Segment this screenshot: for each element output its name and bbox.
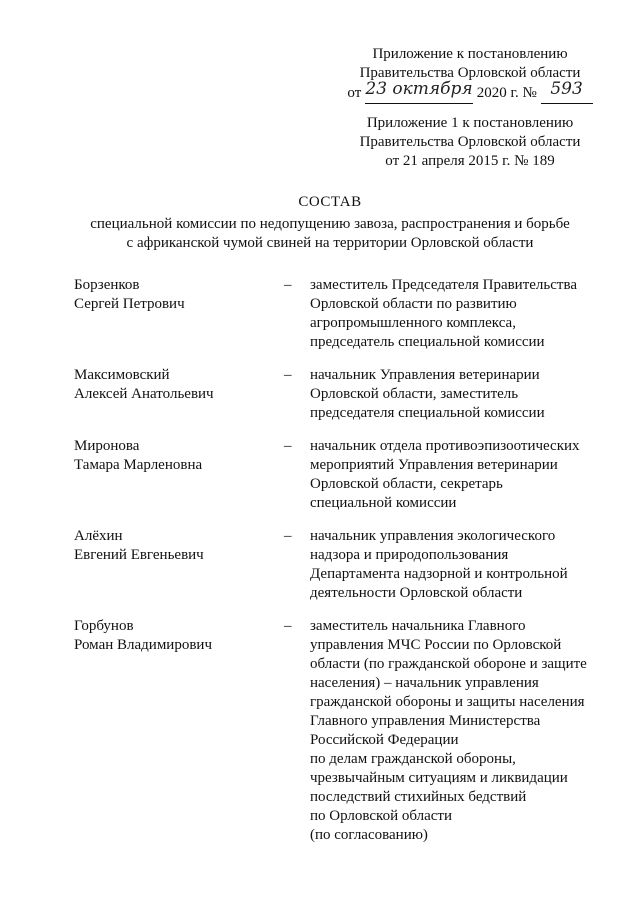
handwritten-date-field (365, 79, 473, 104)
handwritten-number: 593 (550, 79, 583, 99)
member-dash: – (284, 277, 292, 293)
appendix-current-line1: Приложение к постановлению (372, 46, 568, 62)
role-line: области (по гражданской обороне и защите (310, 656, 587, 672)
role-line: начальник управления экологического (310, 528, 556, 544)
handwritten-number-field (541, 79, 593, 104)
member-name (74, 617, 284, 655)
role-line: (по согласованию) (310, 827, 428, 843)
member-name (74, 527, 284, 565)
role-line: Департамента надзорной и контрольной (310, 566, 568, 582)
member-role (310, 366, 610, 423)
role-line: управления МЧС России по Орловской (310, 637, 562, 653)
member-row (74, 366, 614, 423)
role-line: чрезвычайным ситуациям и ликвидации (310, 770, 568, 786)
member-role (310, 437, 610, 513)
role-line: агропромышленного комплекса, (310, 315, 516, 331)
member-row (74, 617, 614, 845)
appendix-current-date-line (340, 79, 600, 103)
member-given-name: Алексей Анатольевич (74, 386, 214, 402)
appendix-current-line2: Правительства Орловской области (359, 65, 581, 81)
appendix-original-line3: от 21 апреля 2015 г. № 189 (385, 153, 555, 169)
member-dash: – (284, 367, 292, 383)
member-name (74, 276, 284, 314)
appendix-original-line2: Правительства Орловской области (359, 134, 581, 150)
role-line: по Орловской области (310, 808, 452, 824)
member-role (310, 617, 610, 845)
document-title (60, 193, 600, 253)
member-surname: Горбунов (74, 618, 134, 634)
role-line: по делам гражданской обороны, (310, 751, 516, 767)
member-surname: Борзенков (74, 277, 140, 293)
member-role (310, 276, 610, 352)
member-role (310, 527, 610, 603)
member-row (74, 276, 614, 352)
appendix-original-header (340, 114, 600, 171)
role-line: гражданской обороны и защиты населения (310, 694, 585, 710)
members-list (74, 276, 614, 845)
member-given-name: Роман Владимирович (74, 637, 212, 653)
member-dash: – (284, 438, 292, 454)
member-given-name: Тамара Марленовна (74, 457, 203, 473)
role-line: заместитель начальника Главного (310, 618, 526, 634)
title-subtitle-line2: с африканской чумой свиней на территории Орловской области (126, 235, 534, 251)
role-line: Российской Федерации (310, 732, 459, 748)
member-given-name: Сергей Петрович (74, 296, 185, 312)
title-heading: СОСТАВ (298, 194, 362, 210)
role-line: Орловской области, секретарь (310, 476, 503, 492)
role-line: Главного управления Министерства (310, 713, 541, 729)
role-line: Орловской области, заместитель (310, 386, 519, 402)
role-line: председатель специальной комиссии (310, 334, 545, 350)
title-subtitle-line1: специальной комиссии по недопущению завоза, распространения и борьбе (90, 216, 570, 232)
role-line: начальник отдела противоэпизоотических (310, 438, 580, 454)
year-text: 2020 г. № (476, 85, 537, 101)
role-line: деятельности Орловской области (310, 585, 523, 601)
member-row (74, 437, 614, 513)
role-line: последствий стихийных бедствий (310, 789, 527, 805)
role-line: надзора и природопользования (310, 547, 509, 563)
member-dash: – (284, 528, 292, 544)
role-line: председателя специальной комиссии (310, 405, 545, 421)
appendix-current-header (340, 45, 600, 103)
member-name (74, 366, 284, 404)
role-line: Орловской области по развитию (310, 296, 517, 312)
member-dash: – (284, 618, 292, 634)
role-line: мероприятий Управления ветеринарии (310, 457, 558, 473)
role-line: специальной комиссии (310, 495, 457, 511)
member-given-name: Евгений Евгеньевич (74, 547, 204, 563)
role-line: заместитель Председателя Правительства (310, 277, 578, 293)
role-line: начальник Управления ветеринарии (310, 367, 540, 383)
member-name (74, 437, 284, 475)
date-prefix: от (347, 85, 362, 101)
member-surname: Алёхин (74, 528, 123, 544)
member-surname: Миронова (74, 438, 140, 454)
handwritten-date: 23 октября (365, 79, 473, 99)
member-row (74, 527, 614, 603)
member-surname: Максимовский (74, 367, 170, 383)
appendix-original-line1: Приложение 1 к постановлению (366, 115, 574, 131)
role-line: населения) – начальник управления (310, 675, 539, 691)
